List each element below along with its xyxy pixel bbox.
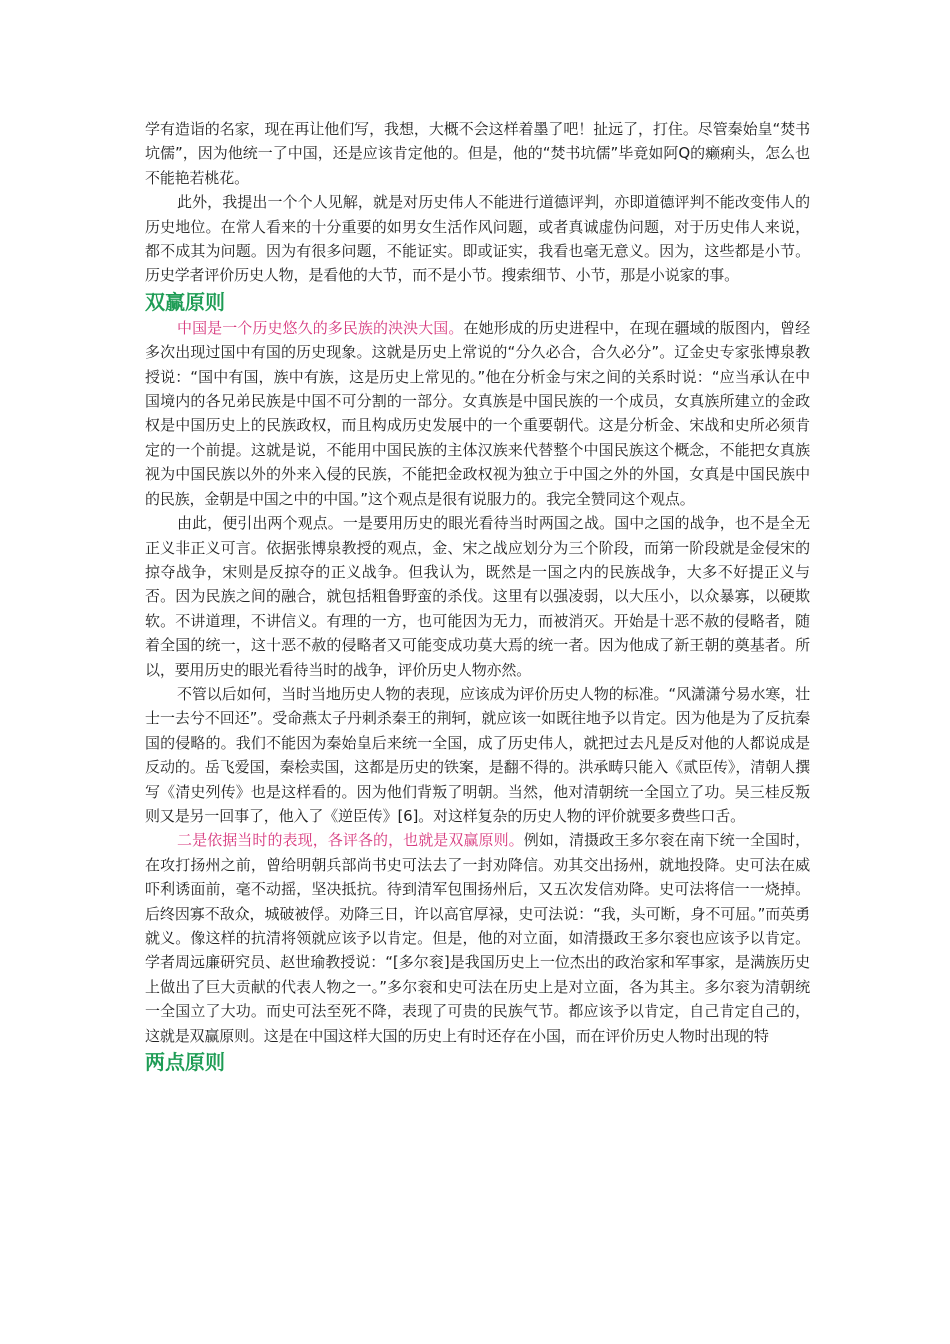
highlighted-text: 二是依据当时的表现，各评各的，也就是双赢原则。	[177, 831, 524, 850]
paragraph-5: 不管以后如何，当时当地历史人物的表现，应该成为评价历史人物的标准。“风潇潇兮易水寒，壮士一去兮不回还”。受命燕太子丹刺杀秦王的荆轲，就应该一如既往地予以肯定。因为他是为了反抗秦国的侵略的。我们不能因为秦始皇后来统一全国，成了历史伟人，就把过去凡是反对他的人都说成是反动的。岳飞爱国，秦桧卖国，这都是历史的铁案，是翻不得的。洪承畴只能入《贰臣传》，清朝人撰写《清史列传》也是这样看的。因为他们背叛了明朝。当然，他对清朝统一全国立了功。吴三桂反叛则又是另一回事了，他入了《逆臣传》[6]。对这样复杂的历史人物的评价就要多费些口舌。	[145, 684, 810, 825]
paragraph-3	[145, 316, 810, 511]
paragraph-text: 例如，清摄政王多尔衮在南下统一全国时，在攻打扬州之前，曾给明朝兵部尚书史可法去了一封劝降信。劝其交出扬州，就地投降。史可法在威吓利诱面前，毫不动摇，坚决抵抗。待到清军包围扬州后，又五次发信劝降。史可法将信一一烧掉。后终因寡不敌众，城破被俘。劝降三日，许以高官厚禄，史可法说：“我，头可断，身不可屈。”而英勇就义。像这样的抗清将领就应该予以肯定。但是，他的对立面，如清摄政王多尔衮也应该予以肯定。学者周远廉研究员、赵世瑜教授说：“[多尔衮]是我国历史上一位杰出的政治家和军事家，是满族历史上做出了巨大贡献的代表人物之一。”多尔衮和史可法在历史上是对立面，各为其主。多尔衮为清朝统一全国立了大功。而史可法至死不降，表现了可贵的民族气节。都应该予以肯定，自己肯定自己的，这就是双赢原则。这是在中国这样大国的历史上有时还存在小国，而在评价历史人物时出现的特	[145, 831, 810, 1045]
paragraph-6	[145, 828, 810, 1048]
highlighted-text: 中国是一个历史悠久的多民族的泱泱大国。	[177, 318, 464, 337]
paragraph-1: 学有造诣的名家，现在再让他们写，我想，大概不会这样着墨了吧！扯远了，打住。尽管秦始皇“焚书坑儒”，因为他统一了中国，还是应该肯定他的。但是，他的“焚书坑儒”毕竟如阿Q的癞痢头，怎么也不能艳若桃花。	[145, 120, 810, 187]
section-heading-win-win: 双赢原则	[145, 289, 225, 314]
paragraph-2: 此外，我提出一个个人见解，就是对历史伟人不能进行道德评判，亦即道德评判不能改变伟人的历史地位。在常人看来的十分重要的如男女生活作风问题，或者真诚虚伪问题，对于历史伟人来说，都不成其为问题。因为有很多问题，不能证实。即或证实，我看也毫无意义。因为，这些都是小节。历史学者评价历史人物，是看他的大节，而不是小节。搜索细节、小节，那是小说家的事。	[145, 193, 810, 285]
paragraph-text: 在她形成的历史进程中，在现在疆域的版图内，曾经多次出现过国中有国的历史现象。这就是历史上常说的“分久必合，合久必分”。辽金史专家张博泉教授说：“国中有国，族中有族，这是历史上常见的。”他在分析金与宋之间的关系时说：“应当承认在中国境内的各兄弟民族是中国不可分割的一部分。女真族是中国民族的一个成员，女真族所建立的金政权是中国历史上的民族政权，而且构成历史发展中的一个重要朝代。这是分析金、宋战和史所必须肯定的一个前提。这就是说，不能用中国民族的主体汉族来代替整个中国民族这个概念，不能把女真族视为中国民族以外的外来入侵的民族，不能把金政权视为独立于中国之外的外国，女真是中国民族中的民族，金朝是中国之中的中国。”这个观点是很有说服力的。我完全赞同这个观点。	[145, 318, 810, 508]
section-heading-two-points: 两点原则	[145, 1050, 225, 1075]
paragraph-4: 由此，便引出两个观点。一是要用历史的眼光看待当时两国之战。国中之国的战争，也不是全无正义非正义可言。依据张博泉教授的观点，金、宋之战应划分为三个阶段，而第一阶段就是金侵宋的掠夺战争，宋则是反掠夺的正义战争。但我认为，既然是一国之内的民族战争，大多不好提正义与否。因为民族之间的融合，就包括粗鲁野蛮的杀伐。这里有以强凌弱，以大压小，以众暴寡，以硬欺软。不讲道理，不讲信义。有理的一方，也可能因为无力，而被消灭。开始是十恶不赦的侵略者，随着全国的统一，这十恶不赦的侵略者又可能变成功莫大焉的统一者。因为他成了新王朝的奠基者。所以，要用历史的眼光看待当时的战争，评价历史人物亦然。	[145, 514, 810, 679]
